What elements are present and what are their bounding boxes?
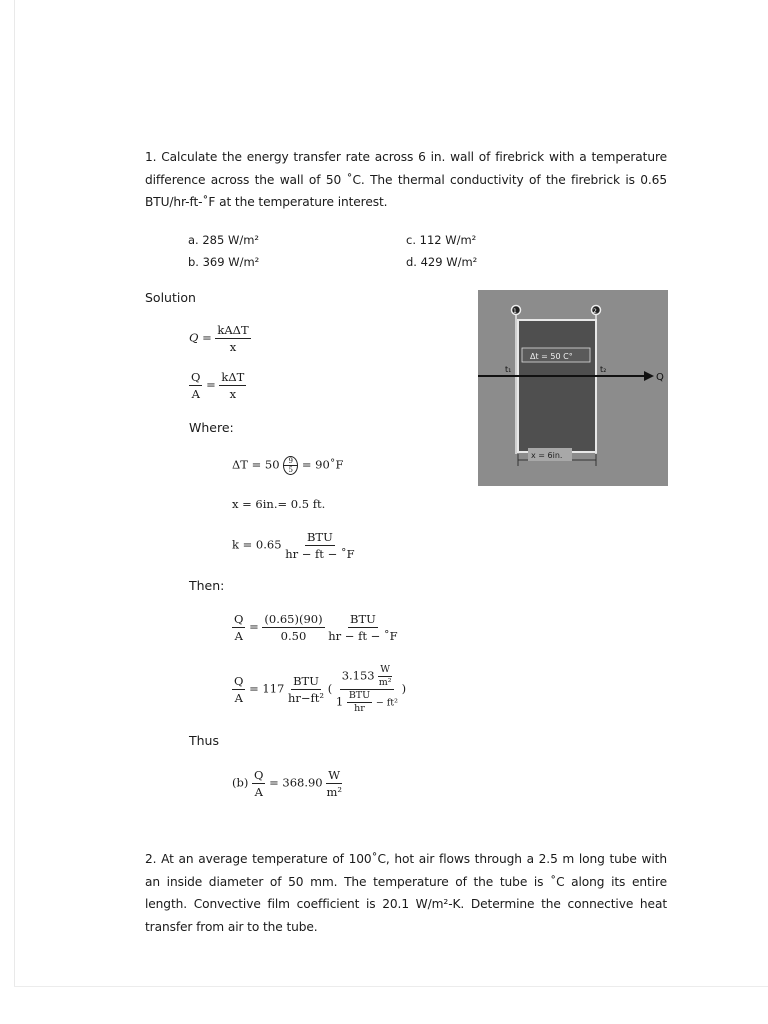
solution-label: Solution: [145, 290, 196, 305]
thickness-label: x = 6in.: [531, 451, 563, 460]
nine: 9: [284, 457, 297, 466]
fraction-calc: [262, 612, 324, 643]
where-label: Where:: [189, 420, 234, 435]
nine-fifths-paren: [283, 456, 298, 475]
problem-1-text: 1. Calculate the energy transfer rate across 6 in. wall of firebrick with a temperature difference across the wall of 50 ˚C. The thermal conductivity of the firebrick is 0.65 BTU/hr-ft-˚F at the temperature interest.: [145, 150, 667, 209]
q-numerator: Q: [254, 768, 264, 782]
five: 5: [288, 466, 293, 474]
k-lhs: k = 0.65: [232, 537, 282, 552]
fraction-btu-hr: [347, 691, 372, 714]
formula-x-value: x = 6in.= 0.5 ft.: [232, 497, 326, 511]
fraction-w-m2: [378, 665, 392, 688]
fraction-w-m2-final: [326, 768, 342, 799]
t2-label: t₂: [600, 365, 607, 374]
formula-qa-kdt: [189, 370, 246, 401]
problem-2-text: 2. At an average temperature of 100˚C, hot air flows through a 2.5 m long tube with an inside diameter of 50 mm. The temperature of the tube is ˚C along its entire length. Convective film coefficient is 20.1 W/m²-K. Determine the connective heat transfer from air to the tube.: [145, 852, 667, 934]
node-1-label: 1: [513, 308, 517, 315]
one: 1: [335, 694, 344, 709]
equals-sign: =: [202, 330, 212, 345]
fraction-btu-hrft2: [288, 674, 324, 705]
wall-diagram: [478, 290, 668, 486]
formula-calc: [232, 612, 398, 643]
calc-numerator: (0.65)(90): [264, 612, 323, 626]
q-symbol: Q: [189, 330, 199, 345]
wall-block: [518, 320, 596, 452]
fraction-q-a: [232, 674, 245, 705]
kadt-numerator: kAΔT: [217, 323, 249, 337]
btu-numerator: BTU: [293, 674, 319, 688]
fraction-btu-units: [285, 530, 354, 561]
m2-unit: m²: [378, 677, 392, 688]
a-denominator: A: [191, 387, 200, 401]
w-unit: W: [380, 664, 391, 675]
result-117: = 117: [249, 681, 285, 696]
btu-unit: BTU: [348, 690, 371, 701]
btu-numerator: BTU: [306, 530, 333, 544]
fraction-q-a: [252, 768, 265, 799]
delta-t-lhs: ΔT = 50: [232, 457, 280, 472]
page-bottom-edge: [14, 986, 768, 987]
m2-unit: m²: [326, 785, 342, 799]
option-a: a. 285 W/m²: [188, 233, 260, 247]
thus-label: Thus: [189, 733, 219, 748]
formula-q-kadt: [189, 323, 251, 354]
q-numerator: Q: [234, 612, 244, 626]
option-c: c. 112 W/m²: [406, 233, 477, 247]
q-numerator: Q: [191, 370, 201, 384]
hr-unit: hr: [354, 703, 365, 714]
ft2-unit: − ft²: [375, 697, 398, 709]
units-denominator: hr − ft − ˚F: [285, 547, 355, 561]
answer-letter: (b): [232, 775, 249, 790]
w-unit: W: [328, 768, 341, 782]
formula-conversion: $\frac{Q}{A}$ = 117 BTU hr−ft² ( 3.153 $\frac{W}{\text{m²}}$ 1 BTU hr − ft² ): [234, 664, 407, 714]
option-b: b. 369 W/m²: [188, 255, 260, 269]
fraction-kadt-x: [215, 323, 250, 354]
t1-label: t₁: [505, 365, 512, 374]
fraction-kdt-x: [219, 370, 246, 401]
option-d: d. 429 W/m²: [406, 255, 478, 269]
conversion-denominator: [336, 690, 398, 714]
formula-k-value: [232, 530, 355, 561]
fraction-q-a: [189, 370, 202, 401]
a-denominator: A: [234, 691, 243, 705]
node-2-label: 2: [593, 308, 597, 315]
x-denominator: x: [229, 387, 237, 401]
final-value: = 368.90: [269, 775, 323, 790]
formula-delta-t: [232, 456, 344, 475]
hrft2-denominator: hr−ft²: [288, 691, 325, 705]
delta-t-label: Δt = 50 C°: [530, 352, 573, 361]
a-denominator: A: [254, 785, 263, 799]
btu-numerator: BTU: [350, 612, 376, 626]
fraction-conversion-factor: [336, 665, 398, 714]
q-label: Q: [656, 372, 664, 383]
units-denominator: hr − ft − ˚F: [328, 629, 398, 643]
kdt-numerator: kΔT: [221, 370, 245, 384]
delta-t-rhs: = 90˚F: [301, 457, 344, 472]
calc-denominator: 0.50: [280, 629, 307, 643]
page-left-edge: [14, 0, 15, 986]
conv-value: 3.153: [341, 668, 375, 683]
formula-final-answer: [232, 768, 342, 799]
fraction-q-a: [232, 612, 245, 643]
wall-diagram-figure: [478, 290, 668, 486]
conversion-numerator: [340, 665, 394, 690]
then-label: Then:: [189, 578, 225, 593]
equals-sign: =: [206, 377, 216, 392]
a-denominator: A: [234, 629, 243, 643]
x-denominator: x: [229, 340, 237, 354]
q-numerator: Q: [234, 674, 244, 688]
fraction-btu-units-2: [328, 612, 397, 643]
equals-sign: =: [249, 619, 259, 634]
